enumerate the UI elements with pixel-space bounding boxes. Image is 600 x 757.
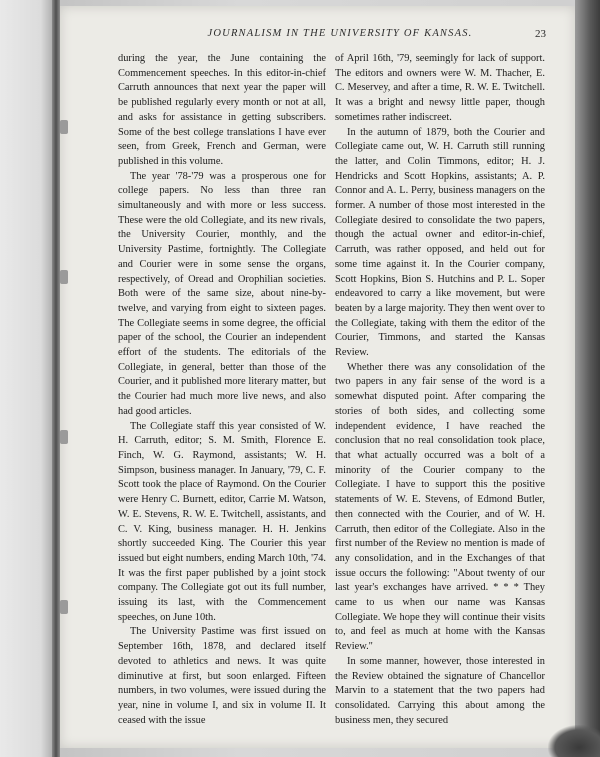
paragraph: Whether there was any consolidation of the two papers in any fair sense of the word is a somewhat disputed point. After comparing the stories of both sides, and collecting some independent evidence, I have reached the conclusion that no real consolidation took place, that what actually occurred was a bolt of a minority of the Courier company to the Collegiate. I have to support this the positive statements of W. E. Stevens, of Edmond Butler, then connected with the Courier, and of W. H. Carruth, then editor of the Collegiate. Also in the first number of the Review no mention is made of any consolidation, and in the Exchanges of that issue occurs the following: "About twenty of our last year's exchanges have arrived. * * * They came to us when our name was Kansas Collegiate. We hope they will continue their visits to, and feel as much at home with the Kansas Review." [335,361,545,653]
paragraph: In some manner, however, those interested in the Review obtained the signature of Chancellor Marvin to a statement that the two papers had consolidated. Carrying this about among the business men, they secured [335,655,545,726]
binding-hole [60,600,68,614]
page-number: 23 [535,28,546,40]
paragraph: The year '78-'79 was a prosperous one for college papers. No less than three ran simultaneously and with more or less success. These were the old Collegiate, and its new rivals, the University Courier, monthly, and the University Pastime, fortnightly. The Collegiate and Courier were in some sense the organs, respectively, of Oread and Orophilian societies. Both were of the same size, about nine-by-twelve, and varying from eight to sixteen pages. The Collegiate seems in some degree, the official paper of the school, the Courier an independent effort of the students. The editorials of the Collegiate, in general, better than those of the Courier, and it published more literary matter, but the Courier had much more live news, and also had good articles. [118,170,326,417]
right-text-column [335,52,545,726]
running-title: JOURNALISM IN THE UNIVERSITY OF KANSAS. [207,28,473,39]
paragraph: The Collegiate staff this year consisted of W. H. Carruth, editor; S. M. Smith, Florence E. Finch, W. G. Raymond, assistants; W. H. Simpson, business manager. In January, '79, C. F. Scott took the place of Raymond. On the Courier were Henry C. Burnett, editor, Carrie M. Watson, W. E. Stevens, R. W. E. Twitchell, assistants, and C. V. King, business manager. H. H. Jenkins shortly succeeded King. The Courier this year issued but eight numbers, ending March 10th, '74. It was the first paper published by a joint stock company. The Collegiate got out its full number, issuing its last, with the Commencement speeches, on June 10th. [118,420,326,623]
paragraph: of April 16th, '79, seemingly for lack of support. The editors and owners were W. M. Thacher, E. C. Meservey, and after a time, R. W. E. Twitchell. It was a bright and newsy little paper, though sometimes rather indiscreet. [335,53,545,123]
binding-hole [60,120,68,134]
book-spine [52,0,60,757]
facing-page-edge [0,0,58,757]
paragraph: The University Pastime was first issued on September 16th, 1878, and declared itself devoted to athletics and news. It was quite diminutive at first, but soon enlarged. Fifteen numbers, in two volumes, were issued during the year, nine in volume I, and six in volume II. It ceased with the issue [118,626,326,726]
thumb-shadow [548,725,600,757]
left-text-column [118,52,326,726]
page-stack-edge [575,0,600,757]
binding-hole [60,270,68,284]
paragraph: In the autumn of 1879, both the Courier and Collegiate came out, W. H. Carruth still running the latter, and Colin Timmons, editor; H. J. Hendricks and Scott Hopkins, assistants; A. P. Connor and A. L. Perry, business managers on the former. A number of those most interested in the Collegiate desired to consolidate the two papers, though the actual owner and editor-in-chief, Carruth, was rather opposed, and held out for some time against it. In the Courier company, Scott Hopkins, Bion S. Hutchins and P. L. Soper endeavored to carry a like movement, but were beaten by a large majority. They then went over to the Collegiate, taking with them the editor of the Courier, Timmons, and started the Kansas Review. [335,126,545,359]
binding-hole [60,430,68,444]
paragraph: during the year, the June containing the Commencement speeches. In this editor-in-chief Carruth announces that next year the paper will be published regularly every month or not at all, and asks for assistance in getting subscribers. Some of the best college translations I have ever seen, from Greek, French and German, were published in this volume. [118,53,326,167]
